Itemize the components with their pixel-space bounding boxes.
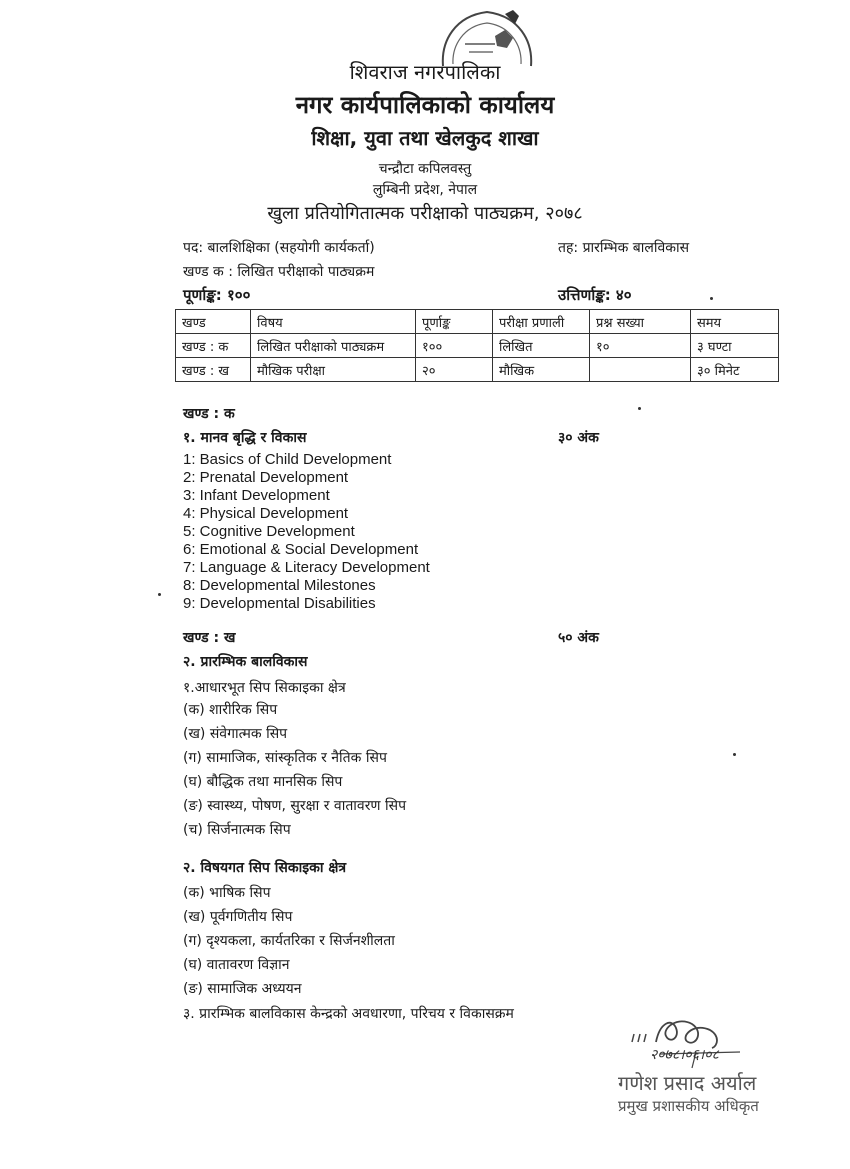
table-cell: मौखिक परीक्षा [251,358,416,382]
table-cell: २० [416,358,493,382]
list-item: (क) भाषिक सिप [183,885,271,901]
list-item: (ख) पूर्वगणितीय सिप [183,909,293,925]
list-item: 6: Emotional & Social Development [183,541,419,558]
table-cell: खण्ड : क [176,334,251,358]
list-item: 5: Cognitive Development [183,523,355,540]
table-header-cell: खण्ड [176,310,251,334]
list-item: (घ) बौद्धिक तथा मानसिक सिप [183,774,343,790]
signature-date: २०७८।०६।०८ [650,1047,719,1063]
sub2-title: २. विषयगत सिप सिकाइका क्षेत्र [183,860,347,876]
list-item: (ङ) स्वास्थ्य, पोषण, सुरक्षा र वातावरण सिप [183,798,407,814]
list-item: (ग) सामाजिक, सांस्कृतिक र नैतिक सिप [183,750,387,766]
post-label: पद: बालशिक्षिका (सहयोगी कार्यकर्ता) [183,240,375,256]
list-item: 7: Language & Literacy Development [183,559,430,576]
list-item: (ख) संवेगात्मक सिप [183,726,288,742]
subject-skills-list [183,883,395,1003]
scan-speck [710,297,713,300]
table-header-row [176,310,779,334]
table-cell: लिखित परीक्षाको पाठ्यक्रम [251,334,416,358]
list-item: (क) शारीरिक सिप [183,702,278,718]
list-item: 4: Physical Development [183,505,349,522]
full-marks: पूर्णाङ्क: १०० [183,286,251,304]
section-ka-label: खण्ड : क [183,406,235,422]
table-cell: लिखित [493,334,590,358]
section-kha-topic: २. प्रारम्भिक बालविकास [183,654,308,670]
table-header-cell: विषय [251,310,416,334]
table-cell: ३ घण्टा [691,334,779,358]
list-item: 3: Infant Development [183,487,330,504]
table-cell: खण्ड : ख [176,358,251,382]
scan-speck [158,593,161,596]
office-name: नगर कार्यपालिकाको कार्यालय [295,91,555,119]
section-ka-topic: १. मानव बृद्धि र विकास [183,430,307,446]
table-cell: १०० [416,334,493,358]
list-item: 8: Developmental Milestones [183,577,376,594]
document-title: खुला प्रतियोगितात्मक परीक्षाको पाठ्यक्रम, २०७८ [267,203,583,224]
child-development-topic-list [183,451,430,613]
municipality-name: शिवराज नगरपालिका [349,60,501,84]
table-cell: ३० मिनेट [691,358,779,382]
table-cell [590,358,691,382]
province-name: लुम्बिनी प्रदेश, नेपाल [372,182,478,198]
exam-summary-table [175,309,779,382]
signatory-title: प्रमुख प्रशासकीय अधिकृत [618,1097,759,1115]
table-header-cell: परीक्षा प्रणाली [493,310,590,334]
list-item: (ङ) सामाजिक अध्ययन [183,981,302,997]
table-cell: १० [590,334,691,358]
list-item: 1: Basics of Child Development [183,451,392,468]
pass-marks: उत्तिर्णाङ्क: ४० [558,286,632,304]
table-cell: मौखिक [493,358,590,382]
scan-speck [638,407,641,410]
table-header-cell: प्रश्न सख्या [590,310,691,334]
list-item: 2: Prenatal Development [183,469,349,486]
table-row [176,334,779,358]
list-item: 9: Developmental Disabilities [183,595,376,612]
sub1-title: १.आधारभूत सिप सिकाइका क्षेत्र [183,680,346,696]
table-header-cell: पूर्णाङ्क [416,310,493,334]
place-name: चन्द्रौटा कपिलवस्तु [378,161,472,177]
list-item: (ग) दृश्यकला, कार्यतरिका र सिर्जनशीलता [183,933,395,949]
section-ka-marks: ३० अंक [558,430,599,446]
level-label: तह: प्रारम्भिक बालविकास [558,240,690,256]
branch-name: शिक्षा, युवा तथा खेलकुद शाखा [311,126,539,150]
table-header-cell: समय [691,310,779,334]
table-row [176,358,779,382]
list-item: (च) सिर्जनात्मक सिप [183,822,291,838]
sub3-text: ३. प्रारम्भिक बालविकास केन्द्रको अवधारणा, परिचय र विकासक्रम [183,1006,514,1022]
basic-skills-list [183,700,406,844]
list-item: (घ) वातावरण विज्ञान [183,957,290,973]
scan-speck [733,753,736,756]
section-a-heading: खण्ड क : लिखित परीक्षाको पाठ्यक्रम [183,264,375,280]
section-kha-marks: ५० अंक [558,630,599,646]
section-kha-label: खण्ड : ख [183,630,236,646]
signatory-name: गणेश प्रसाद अर्याल [618,1071,757,1095]
